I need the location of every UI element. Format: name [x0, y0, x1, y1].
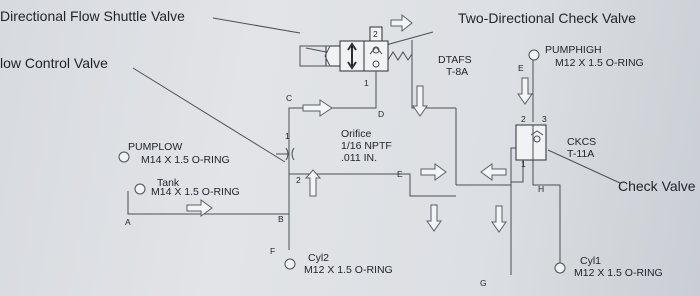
flow-arrow-down-pumphigh	[518, 78, 532, 104]
orifice-label: Orifice	[341, 128, 372, 140]
tank-label: Tank	[157, 177, 180, 189]
ckcs-part-label: T-11A	[567, 148, 595, 160]
tank-port	[135, 184, 145, 194]
directional-flow-shuttle-valve-label: Directional Flow Shuttle Valve	[0, 8, 185, 24]
shuttle-valve-leader	[213, 18, 300, 33]
flow-arrow-left-e	[481, 164, 506, 180]
two-directional-check-valve-label: Two-Directional Check Valve	[458, 10, 636, 26]
dtafs-part-label: T-8A	[446, 66, 469, 78]
port-f-label: F	[270, 246, 276, 256]
pumplow-oring-label: M14 X 1.5 O-RING	[141, 154, 230, 166]
cyl1-label: Cyl1	[580, 255, 602, 267]
orifice-size-label: .011 IN.	[341, 152, 377, 164]
port-number-1-orifice: 1	[285, 131, 290, 141]
pumplow-port	[119, 152, 129, 162]
port-e-label: E	[397, 169, 403, 179]
cyl2-label: Cyl2	[308, 252, 330, 264]
pumphigh-port	[529, 50, 539, 60]
flow-arrow-down-g	[492, 206, 506, 232]
dtafs-label: DTAFS	[438, 54, 472, 66]
pumphigh-oring-label: M12 X 1.5 O-RING	[555, 57, 644, 69]
orifice-thread-label: 1/16 NPTF	[341, 140, 392, 152]
port-number-1-shuttle: 1	[364, 78, 369, 88]
shuttle-valve-symbol	[300, 27, 412, 71]
port-g-label: G	[480, 278, 487, 288]
port-c-label: C	[286, 93, 293, 103]
flow-arrow-right-top	[391, 15, 412, 31]
port-e2-label: E	[518, 63, 524, 73]
port-h-label: H	[538, 184, 545, 194]
cyl1-oring-label: M12 X 1.5 O-RING	[574, 267, 663, 279]
port-number-3-check: 3	[542, 114, 547, 124]
flow-arrow-down-f	[427, 205, 441, 231]
cyl2-port	[285, 259, 295, 269]
port-number-1-check: 1	[521, 159, 526, 169]
pumplow-label: PUMPLOW	[128, 141, 183, 153]
check-valve-label: Check Valve	[618, 178, 696, 194]
flow-control-valve-label: low Control Valve	[0, 55, 108, 71]
flow-arrow-right-c	[303, 100, 332, 116]
flow-arrow-right-e	[421, 164, 446, 180]
port-d-label: D	[378, 109, 385, 119]
pumphigh-label: PUMPHIGH	[545, 44, 602, 56]
cyl1-port	[555, 263, 565, 273]
port-number-2-shuttle: 2	[373, 29, 378, 39]
port-number-2-check: 2	[521, 114, 526, 124]
two-dir-check-leader	[386, 32, 433, 45]
ckcs-label: CKCS	[567, 136, 597, 148]
port-a-label: A	[125, 217, 131, 227]
flow-arrow-down-top	[413, 86, 427, 116]
port-number-2-lower: 2	[296, 175, 301, 185]
cyl2-oring-label: M12 X 1.5 O-RING	[304, 264, 393, 276]
check-valve-symbol	[516, 125, 546, 160]
port-b-label: B	[278, 214, 284, 224]
tank-oring-label: M14 X 1.5 O-RING	[151, 186, 240, 198]
